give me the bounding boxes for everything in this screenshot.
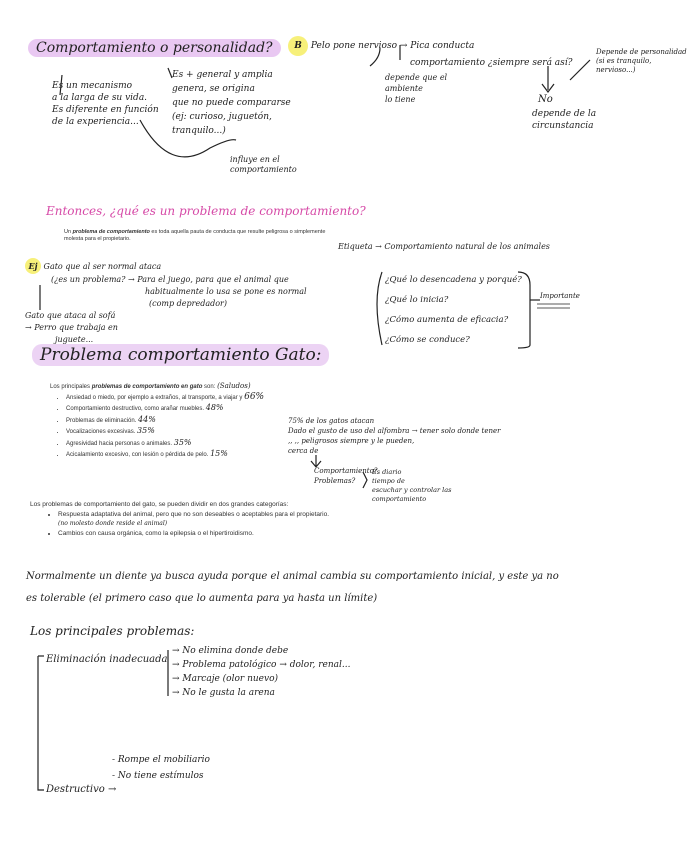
badge-ej: Ej bbox=[25, 258, 41, 274]
question-heading: Entonces, ¿qué es un problema de comportamiento? bbox=[46, 204, 366, 218]
problem-item: • Agresividad hacia personas o animales. 35% bbox=[66, 438, 350, 450]
question-line: comportamiento ¿siempre será así? bbox=[410, 58, 573, 68]
category-item: • Cambios con causa orgánica, como la epilepsia o el hipertiroidismo. bbox=[58, 529, 360, 539]
problem-item: • Problemas de eliminación. 44% bbox=[66, 415, 350, 427]
left-note: Es un mecanismo a la larga de su vida. Es diferente en función de la experiencia... bbox=[52, 81, 159, 127]
side-notes: 75% de los gatos atacan Dado el gusto de uso del alfombra → tener solo donde tener ,, ,, peligrosos siempre y le pueden, cerca de bbox=[288, 417, 501, 455]
definition-text: Un problema de comportamiento es toda aquella pauta de conducta que resulte peligrosa o simplemente molesta para el propietario. bbox=[64, 229, 326, 242]
problem-item: • Acicalamiento excesivo, con lesión o pérdida de pelo. 15% bbox=[66, 449, 350, 461]
eliminacion-items: → No elimina donde debe → Problema patológico → dolor, renal... → Marcaje (olor nuevo) → No le gusta la arena bbox=[172, 646, 351, 698]
problem-item: • Comportamiento destructivo, como arañar muebles. 48% bbox=[66, 403, 350, 415]
badge-b: B bbox=[288, 36, 308, 56]
section-title-comportamiento: Comportamiento o personalidad? bbox=[28, 40, 281, 56]
branch-destructivo: Destructivo → bbox=[46, 784, 117, 795]
problem-item: • Ansiedad o miedo, por ejemplo a extraños, al transporte, a viajar y 66% bbox=[66, 393, 350, 404]
no-explanation: depende de la circunstancia bbox=[532, 109, 597, 131]
bottom-paragraph: Normalmente un diente ya busca ayuda porque el animal cambia su comportamiento inicial, y este ya no es tolerable (el primero caso que lo aumenta para ya hasta un límite) bbox=[26, 571, 559, 604]
problem-item: • Vocalizaciones excesivas. 35% bbox=[66, 426, 350, 438]
categories-block: Los problemas de comportamiento del gato, se pueden dividir en dos grandes categorías: • Respuesta adaptativa del animal, pero que no son deseables o aceptables para el propietario. (no molesto donde reside el animal) • Cambios con causa orgánica, como la epilepsia o el hipertiroidismo. bbox=[30, 500, 360, 538]
no-answer: No bbox=[538, 94, 553, 105]
side-sub: Comportamiento? Problemas? bbox=[314, 467, 378, 485]
example-notes: Ej Gato que al ser normal ataca (¿es un problema? → Para el juego, para que el animal que habitualmente lo usa se pone es normal (comp depredador) Gato que ataca al sofá → Perro que trabaja en juguete... bbox=[25, 258, 307, 346]
etiqueta-items: ¿Qué lo desencadena y porqué? ¿Qué lo inicia? ¿Cómo aumenta de eficacia? ¿Cómo se conduce? bbox=[385, 275, 522, 345]
destructivo-items: - Rompe el mobiliario - No tiene estímulos bbox=[112, 755, 210, 781]
personalidad-note: Depende de personalidad (si es tranquilo, nervioso...) bbox=[596, 48, 687, 74]
branch-eliminacion: Eliminación inadecuada bbox=[46, 654, 168, 665]
influence-note: influye en el comportamiento bbox=[230, 155, 297, 174]
principales-subtitle: Los principales problemas: bbox=[30, 624, 195, 638]
brace-note: Es diario tiempo de escuchar y controlar las comportamiento bbox=[372, 468, 452, 503]
etiqueta-header: Etiqueta → Comportamiento natural de los animales bbox=[338, 242, 550, 251]
right-note: Es + general y amplia genera, se origina que no puede compararse (ej: curioso, juguetón, tranquilo...) bbox=[172, 70, 291, 136]
pelo-line: B Pelo pone nervioso → Pica conducta bbox=[288, 36, 474, 56]
problemas-list: Los principales problemas de comportamiento en gato son: (Saludos) • Ansiedad o miedo, por ejemplo a extraños, al transporte, a viajar y 66% • Comportamiento destructivo, como arañar muebles. 48% • Problemas de eliminación. 44% • Vocalizaciones excesivas. 35% • Agresividad hacia personas o animales. 35% • Acicalamiento excesivo, con lesión o pérdida de pelo. 15% bbox=[50, 382, 350, 461]
category-item: • Respuesta adaptativa del animal, pero que no son deseables o aceptables para el propietario. (no molesto donde reside el animal) bbox=[58, 510, 360, 529]
ambiente-note: depende que el ambiente lo tiene bbox=[385, 73, 448, 104]
problema-gato-title: Problema comportamiento Gato: bbox=[32, 345, 329, 365]
importante-label: Importante bbox=[540, 292, 580, 300]
